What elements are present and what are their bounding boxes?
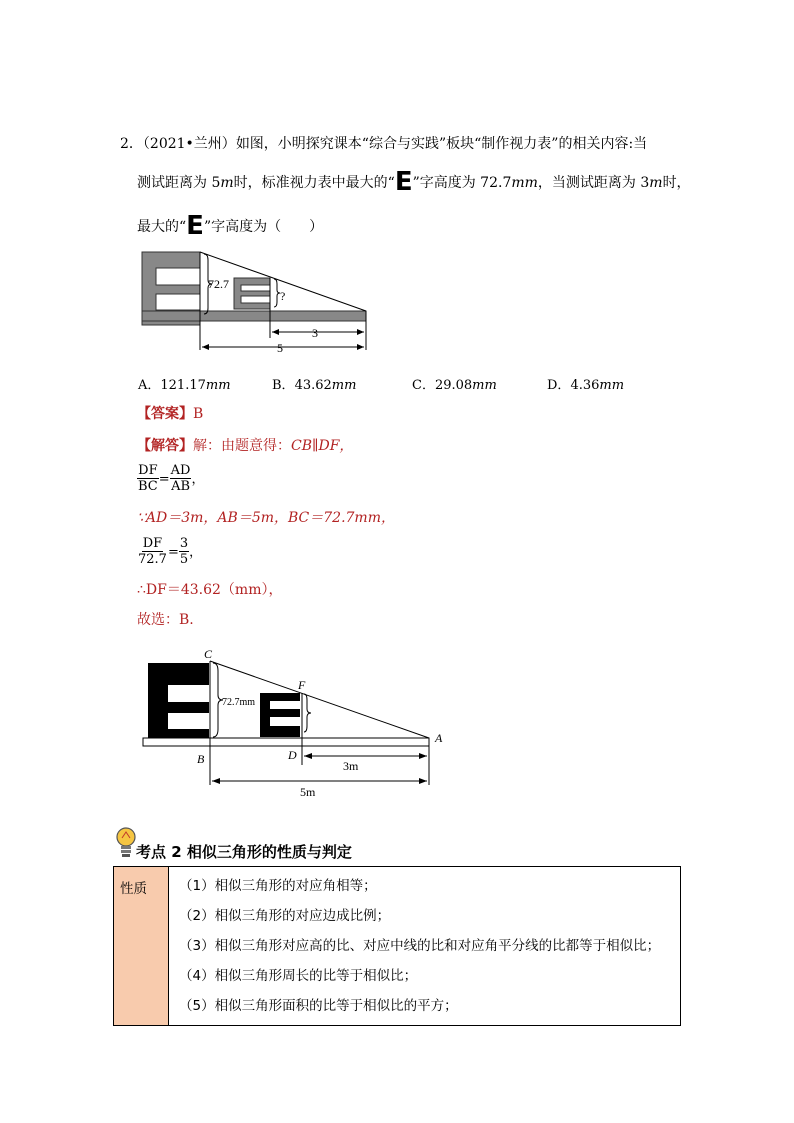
- property-item: （4）相似三角形周长的比等于相似比；: [179, 968, 418, 984]
- question-text-1: 如图，小明探究课本“综合与实践”板块“制作视力表”的相关内容:当: [235, 136, 648, 152]
- answer-line: [137, 404, 203, 424]
- solution-frac-1: $\frac{DF}{BC}$ = $\frac{AD}{AB}$ ，: [138, 463, 205, 494]
- fig1-label-3: 3: [312, 326, 318, 340]
- answer-label: 【答案】: [137, 406, 193, 422]
- table-head: 性质: [114, 867, 169, 1026]
- solution-frac-2: $\frac{DF}{72.7}$ = $\frac{3}{5}$ ，: [138, 536, 203, 567]
- question-source: （2021•兰州）: [142, 136, 236, 152]
- property-item: （2）相似三角形的对应边成比例；: [179, 908, 391, 924]
- option-a: A．121.17mm: [138, 378, 231, 393]
- option-c: C．29.08mm: [412, 378, 497, 393]
- small-e-shape: [260, 693, 300, 737]
- base-bar: [142, 311, 366, 321]
- large-e-shape: [148, 663, 209, 738]
- table-body: [169, 867, 681, 1026]
- section-title: 考点 2 相似三角形的性质与判定: [136, 843, 352, 861]
- solution-line-1: 【解答】解：由题意得：CB∥DF，: [137, 438, 354, 454]
- option-b: B．43.62mm: [272, 378, 357, 393]
- base-bar: [143, 738, 429, 746]
- fig2-label-3m: 3m: [343, 759, 359, 773]
- property-item: （5）相似三角形面积的比等于相似比的平方；: [179, 998, 458, 1014]
- fig2-label-5m: 5m: [300, 785, 316, 799]
- property-item: （3）相似三角形对应高的比、对应中线的比和对应角平分线的比都等于相似比；: [179, 938, 661, 954]
- lightbulb-icon: [115, 826, 137, 860]
- point-d-label: D: [288, 748, 297, 762]
- question-line-1: [120, 134, 647, 154]
- solution-label: 【解答】: [137, 438, 193, 454]
- solution-result: ∴DF＝43.62（mm），: [137, 582, 283, 598]
- solution-figure: [140, 645, 450, 800]
- e-symbol: E: [186, 211, 204, 241]
- point-a-label: A: [435, 731, 443, 745]
- solution-given: ∵AD＝3m，AB＝5m，BC＝72.7mm，: [137, 510, 395, 526]
- option-d: D．4.36mm: [547, 378, 625, 393]
- question-number: 2．: [120, 136, 143, 152]
- point-b-label: B: [197, 752, 205, 766]
- e-symbol: E: [394, 167, 413, 197]
- question-figure: [140, 248, 376, 360]
- fig1-label-72: 72.7: [208, 277, 229, 291]
- property-item: （1）相似三角形的对应角相等；: [179, 878, 377, 894]
- small-e-shape: [234, 278, 270, 309]
- fig2-label-72mm: 72.7mm: [222, 697, 256, 708]
- answer-value: B: [193, 406, 204, 422]
- solution-choose: 故选：B.: [137, 612, 194, 628]
- question-line-3: 最大的“E”字高度为（ ）: [137, 211, 324, 241]
- fig1-label-5: 5: [277, 341, 283, 355]
- point-c-label: C: [204, 647, 213, 661]
- question-line-2: 测试距离为 5m时，标准视力表中最大的“E”字高度为 72.7mm，当测试距离为 3m时，: [137, 167, 691, 197]
- properties-table: [113, 866, 681, 1026]
- point-f-label: F: [298, 678, 306, 692]
- fig1-label-question: ?: [280, 289, 286, 303]
